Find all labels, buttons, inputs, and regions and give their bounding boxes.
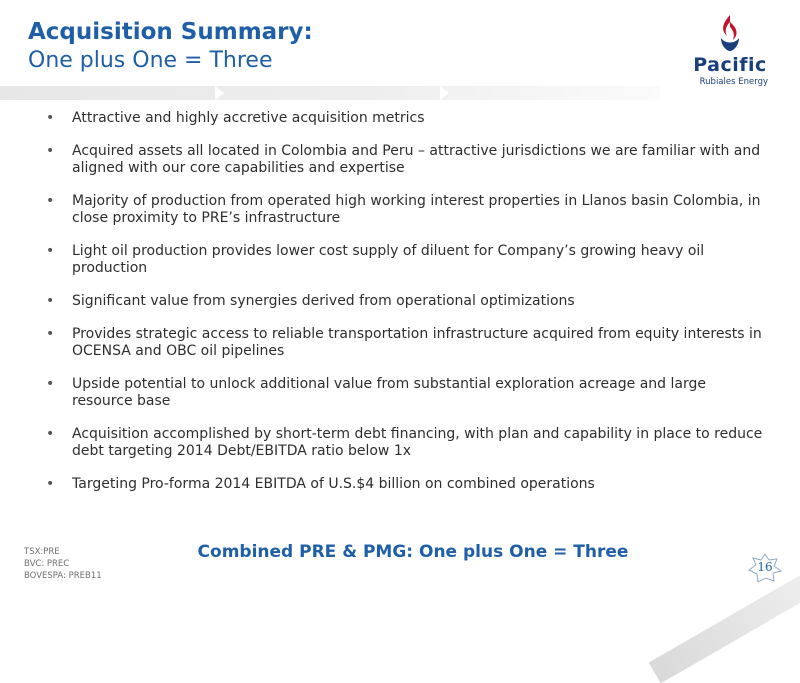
bullet-item [46, 143, 766, 177]
header-chevron [440, 86, 449, 100]
bullet-item [46, 243, 766, 277]
logo-subtitle: Rubiales Energy [699, 77, 768, 87]
slide-title [28, 18, 313, 74]
bullet-text: Light oil production provides lower cost supply of diluent for Company’s growing heavy oil production [72, 243, 705, 276]
bullet-marker: • [46, 476, 55, 492]
bullet-marker: • [46, 326, 55, 342]
bullet-text: Upside potential to unlock additional value from substantial exploration acreage and large resource base [72, 376, 706, 409]
bullet-item [46, 193, 766, 227]
bullet-item [46, 293, 766, 310]
logo-wordmark: Pacific [693, 54, 767, 76]
bullet-marker: • [46, 293, 55, 309]
header-chevron [215, 86, 224, 100]
bullet-item [46, 326, 766, 360]
bullet-text: Significant value from synergies derived from operational optimizations [72, 293, 575, 309]
bullet-marker: • [46, 193, 55, 209]
bullet-marker: • [46, 243, 55, 259]
bullet-marker: • [46, 110, 55, 126]
page-number: 16 [757, 560, 773, 574]
header-band [0, 86, 660, 100]
title-main: Acquisition Summary: [28, 19, 313, 45]
ticker-bovespa: BOVESPA: PREB11 [24, 571, 102, 581]
page-number-badge [748, 553, 782, 583]
bullet-text: Acquisition accomplished by short-term debt financing, with plan and capability in place to reduce debt targeting 2014 Debt/EBITDA ratio below 1x [72, 426, 763, 459]
flame-icon [717, 14, 743, 52]
bullet-text: Targeting Pro-forma 2014 EBITDA of U.S.$4 billion on combined operations [72, 476, 595, 492]
company-logo [680, 14, 780, 104]
ticker-bvc: BVC: PREC [24, 559, 70, 569]
bullet-text: Provides strategic access to reliable transportation infrastructure acquired from equity interests in OCENSA and OBC oil pipelines [72, 326, 762, 359]
bullet-item [46, 426, 766, 460]
tagline: Combined PRE & PMG: One plus One = Three [197, 542, 629, 562]
bullet-text: Majority of production from operated high working interest properties in Llanos basin Colombia, in close proximity to PRE’s infrastructure [72, 193, 761, 226]
ticker-tsx: TSX:PRE [24, 547, 60, 557]
bullet-marker: • [46, 426, 55, 442]
bullet-marker: • [46, 376, 55, 392]
title-subtitle: One plus One = Three [28, 47, 273, 73]
bullet-text: Acquired assets all located in Colombia and Peru – attractive jurisdictions we are familiar with and aligned with our core capabilities and expertise [72, 143, 761, 176]
bullet-text: Attractive and highly accretive acquisition metrics [72, 110, 425, 126]
bullet-item [46, 110, 766, 127]
bullet-item [46, 476, 766, 493]
ticker-symbols [24, 546, 102, 582]
bullet-list [46, 110, 766, 509]
bullet-marker: • [46, 143, 55, 159]
bullet-item [46, 376, 766, 410]
